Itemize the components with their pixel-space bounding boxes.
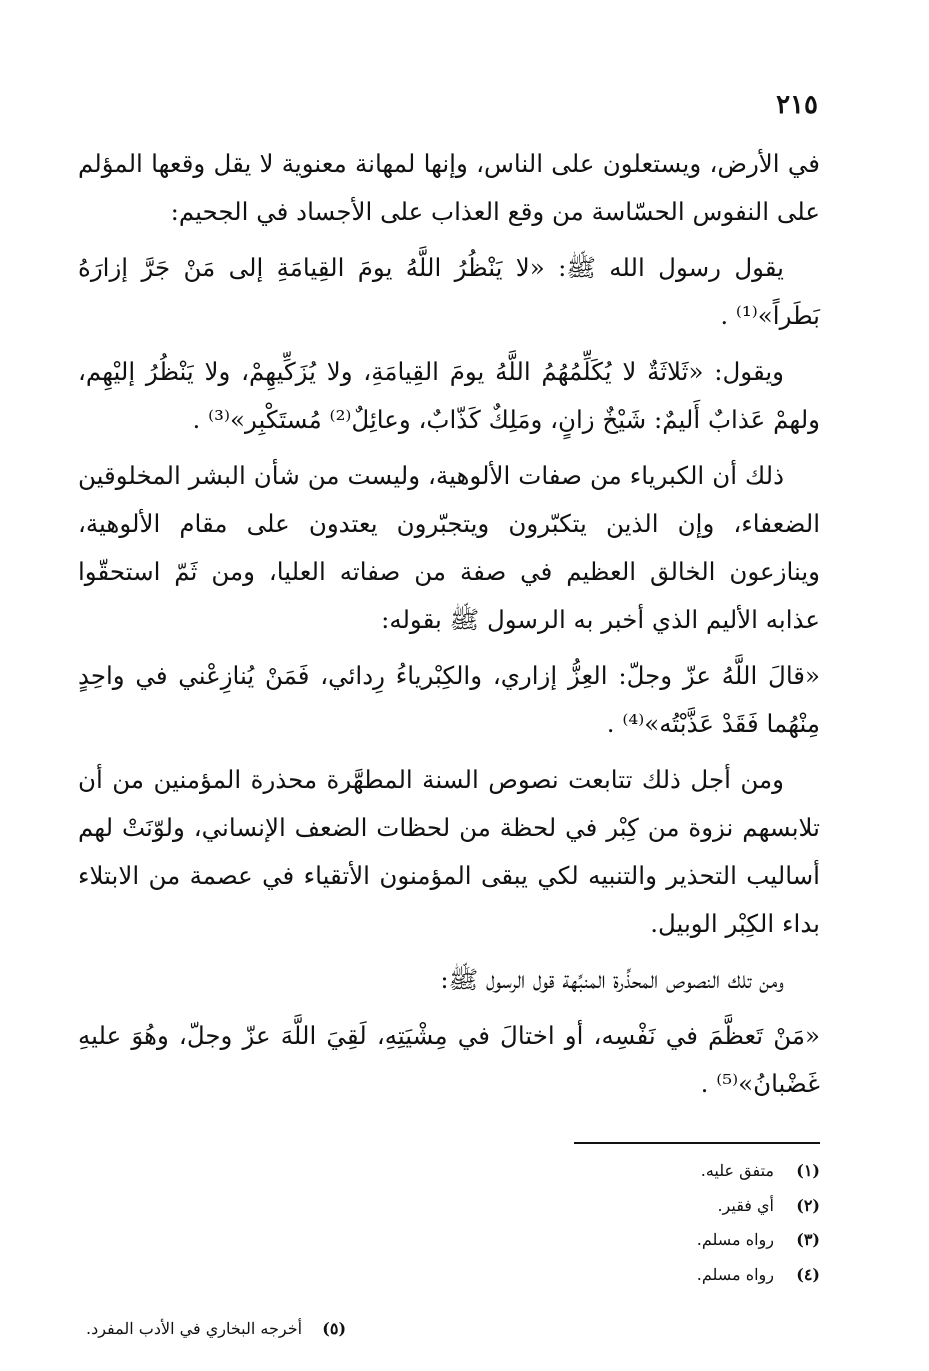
footnote-text: رواه مسلم. [696,1230,774,1249]
footnote-number: (١) [796,1161,820,1180]
paragraph-hadith-qudsi: «قالَ اللَّهُ عزّ وجلّ: العِزُّ إزاري، والكِبْرياءُ رِدائي، فَمَنْ يُنازِعْني في واحِدٍ مِنْهُما فَقَدْ عَذَّبْتُه»⁽⁴⁾ . [78,661,820,738]
page-body [78,140,820,1116]
page-number: ٢١٥ [776,90,818,120]
footnote-item [78,1154,820,1189]
footnote-item [78,1258,820,1293]
paragraph-hadith-3: «مَنْ تَعظَّمَ في نَفْسِه، أو اختالَ في مِشْيَتِهِ، لَقِيَ اللَّهَ عزّ وجلّ، وهُوَ عليهِ غَضْبانُ»⁽⁵⁾ . [78,1021,820,1098]
footnote-number: (٥) [322,1319,347,1338]
footnote-number: (٢) [796,1195,820,1215]
footnote-item-left-column [86,1312,346,1347]
paragraph-warnings: ومن أجل ذلك تتابعت نصوص السنة المطهَّرة محذرة المؤمنين من أن تلابسهم نزوة من كِبْر في لحظة من لحظات الضعف الإنساني، ولوّنَتْ لهم أساليب التحذير والتنبيه لكي يبقى المؤمنون الأتقياء في عصمة من الابتلاء بداء الكِبْر الوبيل. [78,765,820,938]
paragraph-explanation: ذلك أن الكبرياء من صفات الألوهية، وليست من شأن البشر المخلوقين الضعفاء، وإن الذين يتكبّرون ويتجبّرون يعتدون على مقام الألوهية، وينازعون الخالق العظيم في صفة من صفاته العليا، ومن ثَمّ استحقّوا عذابه الأليم الذي أخبر به الرسول ﷺ بقوله: [78,461,820,634]
footnote-text: متفق عليه. [700,1161,774,1180]
footnote-text: رواه مسلم. [696,1264,774,1284]
paragraph-hadith-1: يقول رسول الله ﷺ: «لا يَنْظُرُ اللَّهُ يومَ القِيامَةِ إلى مَنْ جَرَّ إزارَهُ بَطَراً»⁽¹⁾ . [78,253,820,330]
footnote-number: (٣) [796,1230,820,1249]
paragraph-intro-hadith-3: ومن تلك النصوص المحذِّرة المنبِّهة قول الرسول ﷺ: [440,965,784,994]
paragraph-intro: في الأرض، ويستعلون على الناس، وإنها لمهانة معنوية لا يقل وقعها المؤلم على النفوس الحسّاسة من وقع العذاب على الأجساد في الجحيم: [78,149,820,226]
footnote-text: أي فقير. [717,1195,774,1215]
paragraph-hadith-2: ويقول: «ثَلاثَةٌ لا يُكَلِّمُهُمُ اللَّهُ يومَ القِيامَةِ، ولا يُزَكِّيهِمْ، ولا يَنْظُرُ إليْهِم، ولهمْ عَذابٌ أَليمٌ: شَيْخٌ زانٍ، ومَلِكٌ كَذّابٌ، وعائِلٌ⁽²⁾ مُستَكْبِر»⁽³⁾ . [78,357,820,434]
footnote-item [78,1223,820,1258]
footnote-divider [574,1142,820,1144]
footnotes-list [78,1154,820,1292]
footnote-number: (٤) [796,1264,820,1284]
book-page [78,88,820,1338]
footnote-text: أخرجه البخاري في الأدب المفرد. [86,1319,303,1338]
footnote-item [78,1189,820,1224]
